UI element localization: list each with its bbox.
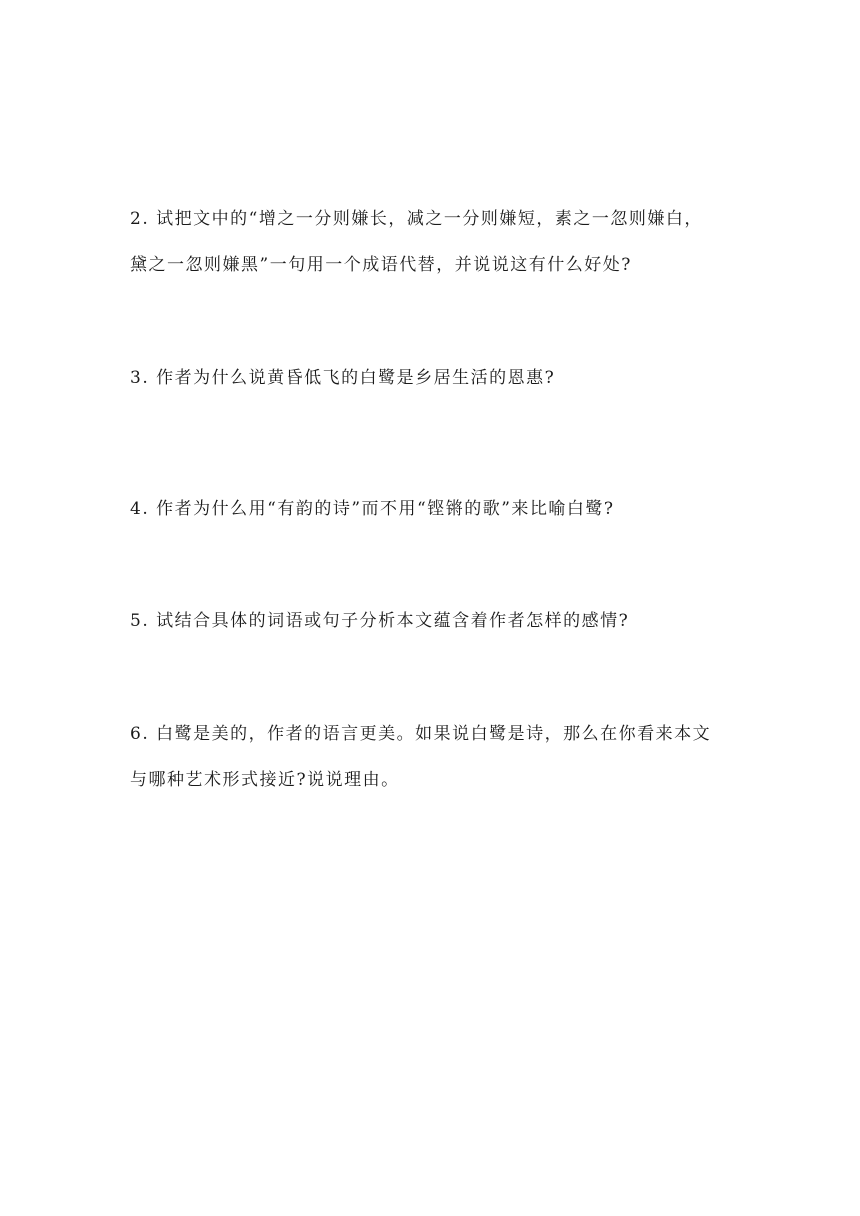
question-6-line-2: 与哪种艺术形式接近?说说理由。 [130, 770, 400, 790]
question-3-line-1: 3. 作者为什么说黄昏低飞的白鹭是乡居生活的恩惠? [130, 368, 556, 388]
question-4 [130, 486, 740, 532]
question-4-line-1: 4. 作者为什么用“有韵的诗”而不用“铿锵的歌”来比喻白鹭? [130, 499, 615, 519]
question-5-line-1: 5. 试结合具体的词语或句子分析本文蕴含着作者怎样的感情? [130, 611, 630, 631]
question-3 [130, 355, 740, 401]
question-5 [130, 598, 740, 644]
question-2-line-1: 2. 试把文中的“增之一分则嫌长，减之一分则嫌短，素之一忽则嫌白， [130, 209, 703, 229]
question-6-line-1: 6. 白鹭是美的，作者的语言更美。如果说白鹭是诗，那么在你看来本文 [130, 724, 712, 744]
question-2 [130, 196, 740, 288]
question-6 [130, 711, 740, 803]
question-2-line-2: 黛之一忽则嫌黑”一句用一个成语代替，并说说这有什么好处? [130, 255, 632, 275]
